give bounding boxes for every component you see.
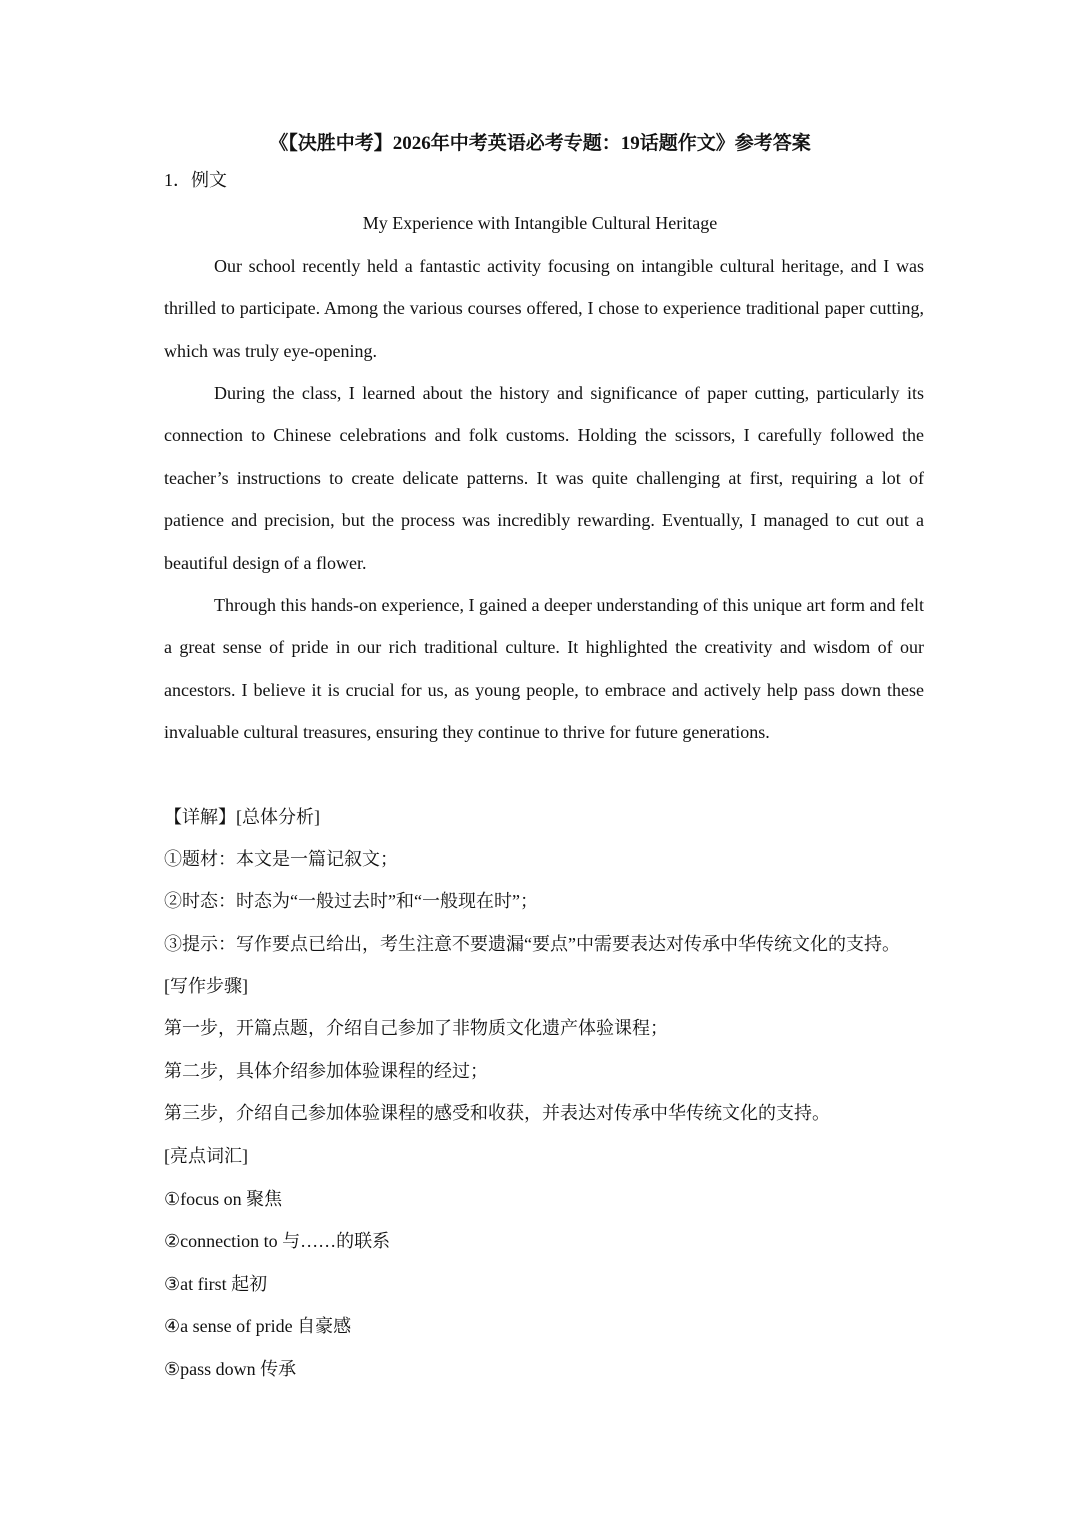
- step-3: 第三步，介绍自己参加体验课程的感受和收获，并表达对传承中华传统文化的支持。: [164, 1103, 830, 1123]
- vocab-item-5: ⑤pass down 传承: [164, 1359, 297, 1379]
- essay-paragraph-2: During the class, I learned about the history and significance of paper cutting, particularly its connection to Chinese celebrations and folk customs. Holding the scissors, I carefully followed the teacher’s instructions to create delicate patterns. It was quite challenging at first, requiring a lot of patience and precision, but the process was incredibly rewarding. Eventually, I managed to cut out a beautiful design of a flower.: [164, 383, 924, 573]
- step-2: 第二步，具体介绍参加体验课程的经过；: [164, 1061, 488, 1081]
- essay-paragraph-3: Through this hands-on experience, I gained a deeper understanding of this unique art form and felt a great sense of pride in our rich traditional culture. It highlighted the creativity and wisdom of our ancestors. I believe it is crucial for us, as young people, to embrace and actively help pass down these invaluable cultural treasures, ensuring they continue to thrive for future generations.: [164, 595, 924, 743]
- essay-title: My Experience with Intangible Cultural Heritage: [362, 213, 718, 233]
- vocab-item-4: ④a sense of pride 自豪感: [164, 1316, 352, 1336]
- vocab-item-1: ①focus on 聚焦: [164, 1189, 283, 1209]
- item-label: 1．例文: [164, 170, 227, 190]
- step-1: 第一步，开篇点题，介绍自己参加了非物质文化遗产体验课程；: [164, 1018, 668, 1038]
- analysis-point-3: ③提示：写作要点已给出，考生注意不要遗漏“要点”中需要表达对传承中华传统文化的支持。: [164, 934, 900, 954]
- analysis-heading: 【详解】[总体分析]: [164, 807, 320, 827]
- analysis-point-1: ①题材：本文是一篇记叙文；: [164, 849, 398, 869]
- analysis-point-2: ②时态：时态为“一般过去时”和“一般现在时”；: [164, 891, 538, 911]
- essay-paragraph-1: Our school recently held a fantastic activity focusing on intangible cultural heritage, and I was thrilled to participate. Among the various courses offered, I chose to experience traditional paper cutting, which was truly eye-opening.: [164, 256, 924, 361]
- vocab-item-3: ③at first 起初: [164, 1274, 268, 1294]
- steps-heading: [写作步骤]: [164, 976, 248, 996]
- vocab-heading: [亮点词汇]: [164, 1146, 248, 1166]
- document-title: 《【决胜中考】2026年中考英语必考专题：19话题作文》参考答案: [269, 133, 811, 154]
- vocab-item-2: ②connection to 与……的联系: [164, 1231, 391, 1251]
